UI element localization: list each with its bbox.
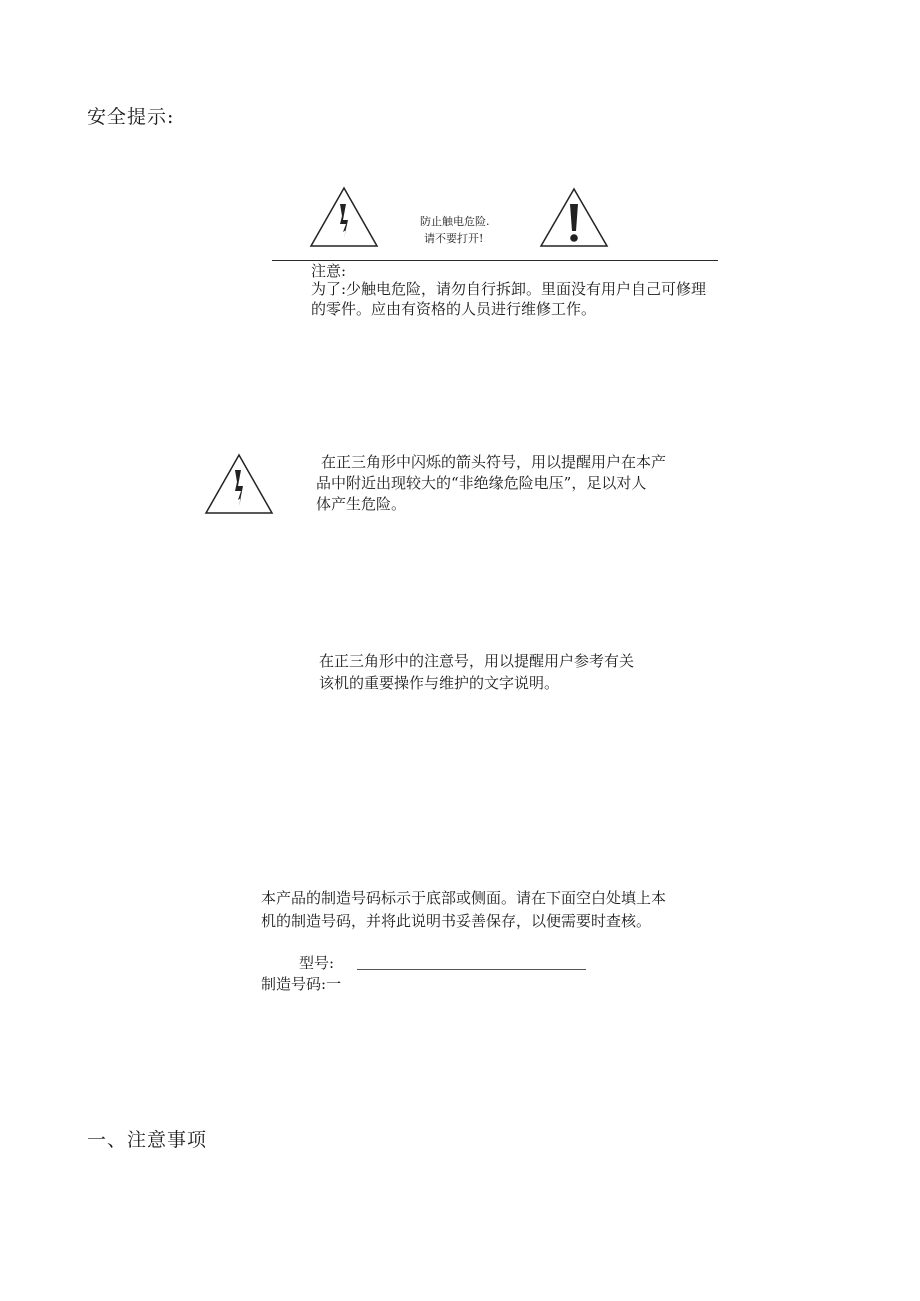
- safety-title: 安全提示:: [87, 106, 175, 128]
- lightning-warning-triangle-icon: [204, 453, 274, 515]
- serial-value: 一: [326, 975, 342, 993]
- section1-title: 一、注意事项: [87, 1129, 208, 1151]
- caution-label: 注意:: [311, 262, 347, 280]
- lightning-note-line2: 品中附近出现较大的“非绝缘危险电压”，足以对人: [316, 474, 647, 492]
- serial-line1: 本产品的制造号码标示于底部或侧面。请在下面空白处填上本: [261, 889, 667, 907]
- exclamation-note-line2: 该机的重要操作与维护的文字说明。: [319, 674, 560, 692]
- lightning-note-line1: 在正三角形中闪烁的箭头符号，用以提醒用户在本产: [321, 453, 667, 471]
- serial-number-field: [261, 973, 341, 995]
- serial-label: 制造号码:: [261, 975, 327, 993]
- caution-line2: 的零件。应由有资格的人员进行维修工作。: [311, 300, 597, 318]
- model-label: 型号:: [299, 954, 335, 972]
- model-blank-line[interactable]: [357, 969, 586, 970]
- exclamation-warning-triangle-icon: [539, 187, 609, 248]
- lightning-note-line3: 体产生危险。: [316, 495, 407, 513]
- caution-line1: 为了:少触电危险，请勿自行拆卸。里面没有用户自己可修理: [311, 280, 707, 298]
- exclamation-note-line1: 在正三角形中的注意号，用以提醒用户参考有关: [319, 652, 635, 670]
- banner-text-line1: 防止触电危险.: [420, 215, 490, 228]
- serial-line2: 机的制造号码，并将此说明书妥善保存，以便需要时查核。: [261, 912, 652, 930]
- banner-text-line2: 请不要打开!: [424, 232, 484, 245]
- lightning-warning-triangle-icon: [309, 186, 379, 248]
